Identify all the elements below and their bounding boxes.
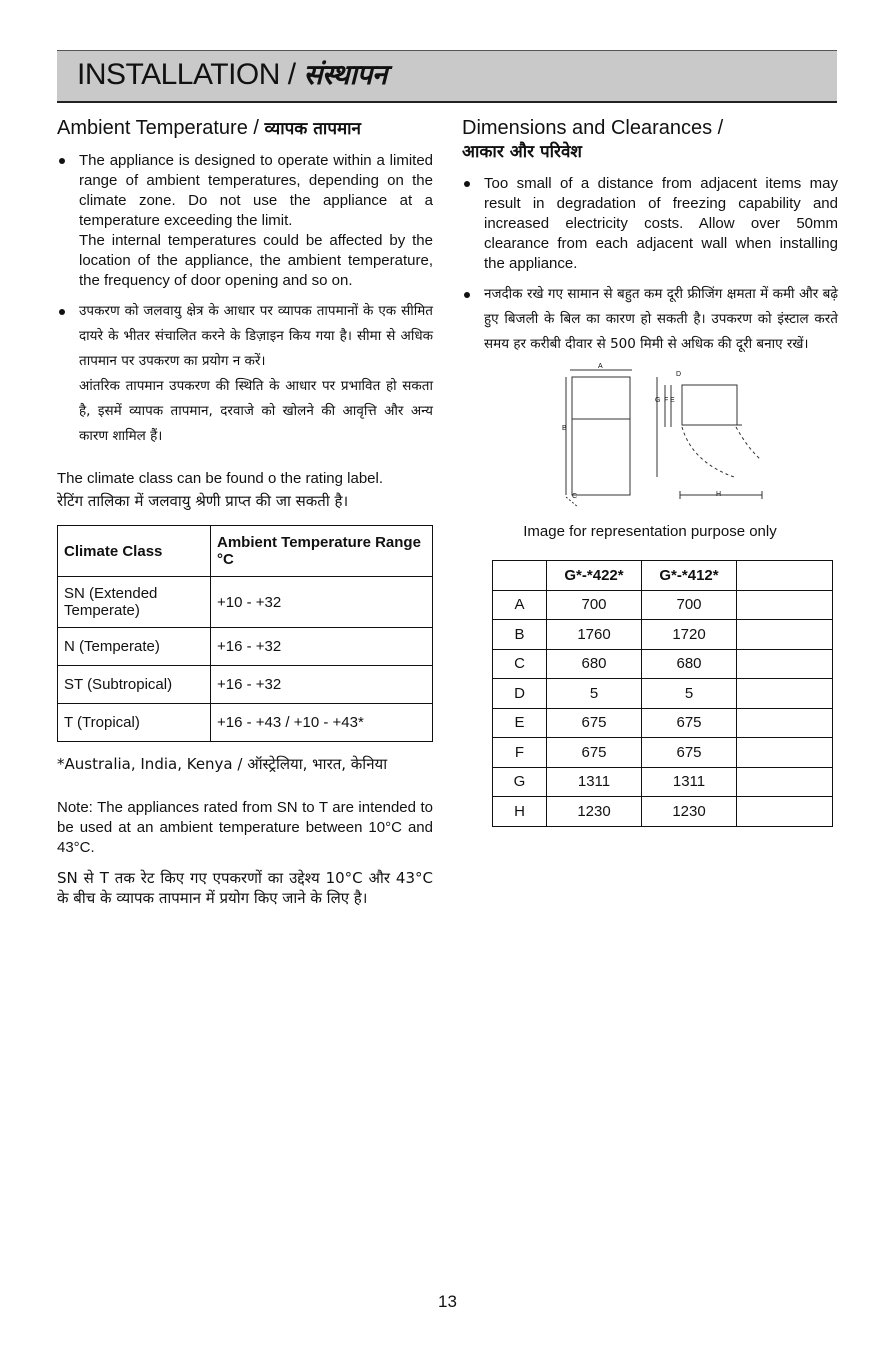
table-row [493, 649, 833, 679]
table-cell: 675 [547, 738, 642, 768]
table-cell: 675 [547, 708, 642, 738]
table-cell: 675 [642, 708, 737, 738]
table-cell: 5 [642, 679, 737, 709]
bullet-dot [464, 181, 470, 187]
table-cell [737, 797, 833, 827]
table-cell [737, 561, 833, 591]
table-cell: H [493, 797, 547, 827]
label-a: A [598, 363, 603, 370]
table-cell: 700 [547, 590, 642, 620]
label-g: G [655, 397, 661, 404]
table-cell: 1311 [547, 767, 642, 797]
ambient-temperature-heading [57, 116, 433, 141]
climate-table-header [58, 526, 433, 577]
table-cell [737, 767, 833, 797]
heading-en: Ambient Temperature / [57, 117, 265, 139]
table-cell [737, 679, 833, 709]
table-cell: 1230 [642, 797, 737, 827]
heading-hi: व्यापक तापमान [264, 119, 361, 139]
table-row [58, 666, 433, 704]
ambient-range-header: Ambient Temperature Range °C [211, 526, 433, 577]
heading-en: Dimensions and Clearances / [462, 117, 724, 139]
table-row [493, 620, 833, 650]
refrigerator-diagram-svg [462, 367, 838, 507]
table-cell: +10 - +32 [211, 577, 433, 628]
refrigerator-diagram [462, 363, 838, 507]
table-row [493, 738, 833, 768]
table-cell [737, 738, 833, 768]
label-e: E [670, 397, 675, 404]
heading-hi: आकार और परिवेश [462, 142, 582, 162]
image-caption: Image for representation purpose only [523, 523, 777, 540]
bullet-en-p2: The internal temperatures could be affected by the location of the appliance, the ambient temperature, the frequency of door opening and so on. [79, 232, 433, 289]
table-cell: G*-*412* [642, 561, 737, 591]
table-cell: 1720 [642, 620, 737, 650]
bullet-hi [462, 282, 838, 357]
table-cell: A [493, 590, 547, 620]
table-cell: N (Temperate) [58, 628, 211, 666]
table-row [493, 797, 833, 827]
page-number: 13 [438, 1292, 457, 1311]
dims-header-row [493, 561, 833, 591]
table-cell: SN (Extended Temperate) [58, 577, 211, 628]
table-cell: F [493, 738, 547, 768]
table-row [493, 679, 833, 709]
table-cell: C [493, 649, 547, 679]
section-title-en: INSTALLATION / [77, 58, 304, 91]
climate-class-header: Climate Class [58, 526, 211, 577]
table-cell: E [493, 708, 547, 738]
bullet-dot [59, 158, 65, 164]
table-cell [493, 561, 547, 591]
left-column [57, 116, 433, 908]
climate-table [57, 525, 433, 742]
table-cell: ST (Subtropical) [58, 666, 211, 704]
bullet-hi-text: नजदीक रखे गए सामान से बहुत कम दूरी फ्रीजिंग क्षमता में कमी और बढ़े हुए बिजली के बिल का कारण हो सकती है। उपकरण को इंस्टाल करते समय हर करीबी दीवार से 500 मिमी से अधिक की दूरी बनाए रखें। [484, 286, 838, 352]
label-h: H [716, 491, 722, 498]
table-cell [737, 620, 833, 650]
table-cell: G*-*422* [547, 561, 642, 591]
bullet-en [462, 174, 838, 274]
table-cell: +16 - +32 [211, 666, 433, 704]
table-row [493, 767, 833, 797]
table-row [493, 708, 833, 738]
table-cell: 1311 [642, 767, 737, 797]
table-cell: +16 - +32 [211, 628, 433, 666]
table-row [58, 577, 433, 628]
section-banner [57, 50, 837, 103]
table-cell: 675 [642, 738, 737, 768]
table-cell [737, 590, 833, 620]
dimensions-heading [462, 116, 838, 164]
bullet-dot [464, 292, 470, 298]
table-cell: 5 [547, 679, 642, 709]
table-cell: B [493, 620, 547, 650]
table-cell: G [493, 767, 547, 797]
table-cell: 680 [547, 649, 642, 679]
dimensions-table [492, 560, 833, 827]
right-column [462, 116, 838, 827]
table-cell [737, 649, 833, 679]
region-footnote: *Australia, India, Kenya / ऑस्ट्रेलिया, भारत, केनिया [57, 755, 388, 773]
bullet-hi-p2: आंतरिक तापमान उपकरण की स्थिति के आधार पर प्रभावित हो सकता है, इसमें व्यापक तापमान, दरवाजे को खोलने की आवृत्ति और अन्य कारण शामिल हैं। [79, 378, 433, 444]
climate-note-hi: रेटिंग तालिका में जलवायु श्रेणी प्राप्त की जा सकती है। [57, 492, 349, 510]
bullet-dot [59, 309, 65, 315]
table-cell: T (Tropical) [58, 704, 211, 742]
bullet-hi-p1: उपकरण को जलवायु क्षेत्र के आधार पर व्यापक तापमानों के एक सीमित दायरे के भीतर संचालित करने के डिज़ाइन किय गया है। सीमा से अधिक तापमान पर उपकरण का प्रयोग न करें। [79, 303, 433, 369]
label-d: D [676, 371, 682, 378]
section-title-hi: संस्थापन [303, 58, 387, 91]
table-cell: 700 [642, 590, 737, 620]
note-hi: SN से T तक रेट किए गए एपकरणों का उद्देश्य 10°C और 43°C के बीच के व्यापक तापमान में प्रयोग किए जाने के लिए है। [57, 869, 433, 907]
table-cell [737, 708, 833, 738]
label-c: C [572, 493, 578, 500]
bullet-en [57, 151, 433, 291]
label-f: F [664, 397, 669, 404]
table-cell: 1230 [547, 797, 642, 827]
section-title [77, 55, 387, 93]
note-en: Note: The appliances rated from SN to T are intended to be used at an ambient temperature between 10°C and 43°C. [57, 799, 433, 856]
table-cell: 1760 [547, 620, 642, 650]
table-row [493, 590, 833, 620]
label-b: B [562, 425, 567, 432]
bullet-hi [57, 299, 433, 449]
table-cell: 680 [642, 649, 737, 679]
table-cell: D [493, 679, 547, 709]
table-row [58, 628, 433, 666]
bullet-en-p1: The appliance is designed to operate within a limited range of ambient temperatures, depending on the climate zone. Do not use the appliance at a temperature exceeding the limit. [79, 152, 433, 229]
table-row [58, 704, 433, 742]
climate-note-en: The climate class can be found o the rating label. [57, 470, 384, 487]
bullet-en-text: Too small of a distance from adjacent items may result in degradation of freezing capability and increased electricity costs. Allow over 50mm clearance from each adjacent wall when installing the appliance. [484, 175, 838, 272]
table-cell: +16 - +43 / +10 - +43* [211, 704, 433, 742]
